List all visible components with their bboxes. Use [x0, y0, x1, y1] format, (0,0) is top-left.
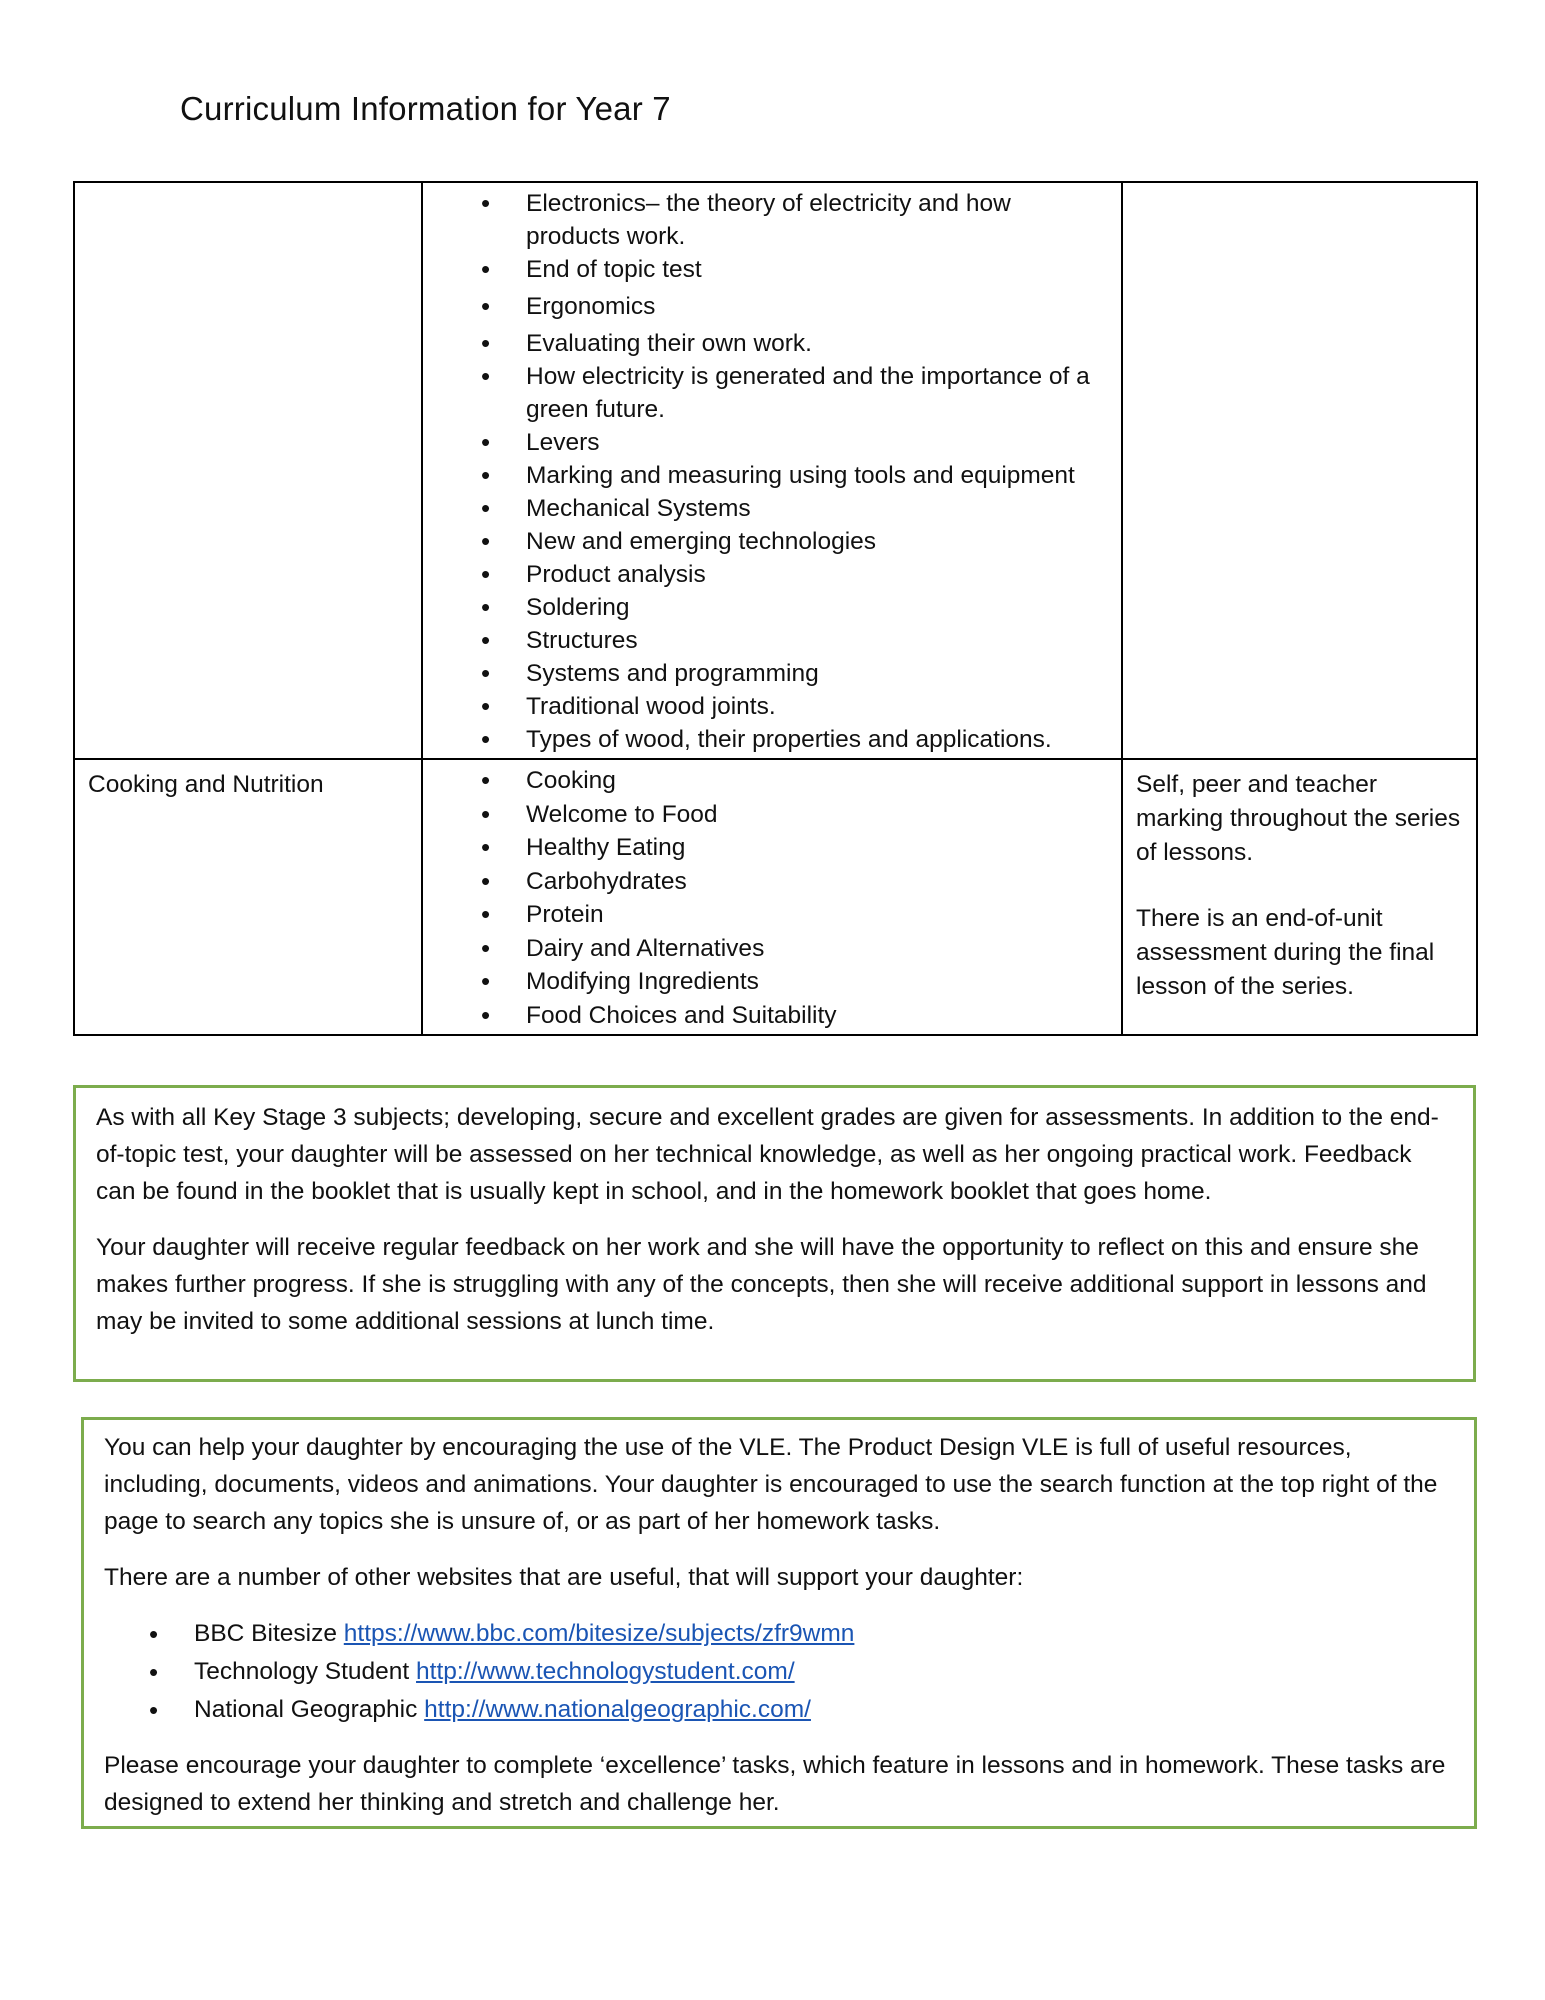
list-item: • Food Choices and Suitability: [423, 999, 1101, 1033]
list-item: • Carbohydrates: [423, 865, 1101, 899]
website-name: Technology Student: [194, 1658, 410, 1685]
list-item: • New and emerging technologies: [423, 525, 1101, 558]
list-item: • Levers: [423, 426, 1101, 459]
list-item: • Traditional wood joints.: [423, 690, 1101, 723]
topics-cell: [422, 759, 1122, 1035]
list-item: • Soldering: [423, 591, 1101, 624]
list-item: • Types of wood, their properties and applications.: [423, 723, 1101, 756]
page-title: Curriculum Information for Year 7: [180, 90, 671, 127]
curriculum-table: [73, 181, 1478, 1036]
excellence-paragraph: Please encourage your daughter to complete ‘excellence’ tasks, which feature in lessons and in homework. These tasks are designed to extend her thinking and stretch and challenge her.: [104, 1752, 1446, 1816]
assessment-text: Self, peer and teacher marking throughout the series of lessons.: [1136, 771, 1461, 866]
bbc-bitesize-link[interactable]: https://www.bbc.com/bitesize/subjects/zfr9wmn: [343, 1620, 855, 1647]
list-item: • Dairy and Alternatives: [423, 932, 1101, 966]
subject-cell: [74, 182, 422, 759]
subject-label: Cooking and Nutrition: [88, 771, 324, 798]
vle-paragraph: You can help your daughter by encouraging the use of the VLE. The Product Design VLE is full of useful resources, including, documents, videos and animations. Your daughter is encouraged to use the search function at the top right of the page to search any topics she is unsure of, or as part of her homework tasks.: [104, 1434, 1438, 1535]
list-item: • Cooking: [423, 764, 1101, 798]
list-item: • Protein: [423, 898, 1101, 932]
assessment-cell: [1122, 759, 1477, 1035]
list-item: • Welcome to Food: [423, 798, 1101, 832]
assessment-info-box: [73, 1085, 1476, 1382]
list-item: • Systems and programming: [423, 657, 1101, 690]
list-item: • Modifying Ingredients: [423, 965, 1101, 999]
feedback-paragraph: Your daughter will receive regular feedback on her work and she will have the opportunity to reflect on this and ensure she makes further progress. If she is struggling with any of the concepts, then she will receive additional support in lessons and may be invited to some additional sessions at lunch time.: [96, 1234, 1427, 1335]
list-item: [104, 1615, 1456, 1653]
list-item: • Healthy Eating: [423, 831, 1101, 865]
list-item: [104, 1653, 1456, 1691]
assessment-text: There is an end-of-unit assessment during the final lesson of the series.: [1136, 905, 1435, 1000]
website-name: BBC Bitesize: [194, 1620, 337, 1647]
list-item: • Structures: [423, 624, 1101, 657]
table-row: [74, 759, 1477, 1035]
list-item: • Product analysis: [423, 558, 1101, 591]
assessment-paragraph: As with all Key Stage 3 subjects; developing, secure and excellent grades are given for assessments. In addition to the end-of-topic test, your daughter will be assessed on her technical knowledge, as well as her ongoing practical work. Feedback can be found in the booklet that is usually kept in school, and in the homework booklet that goes home.: [96, 1104, 1439, 1205]
subject-cell: [74, 759, 422, 1035]
technology-student-link[interactable]: http://www.technologystudent.com/: [416, 1658, 795, 1685]
list-item: • Ergonomics: [423, 290, 1101, 323]
list-item: • End of topic test: [423, 253, 1101, 286]
topic-list: [423, 760, 1121, 1034]
national-geographic-link[interactable]: http://www.nationalgeographic.com/: [424, 1696, 811, 1723]
topics-cell: [422, 182, 1122, 759]
assessment-cell: [1122, 182, 1477, 759]
list-item: • How electricity is generated and the importance of a green future.: [423, 360, 1101, 426]
list-item: [104, 1691, 1456, 1729]
website-list: [104, 1615, 1456, 1729]
website-name: National Geographic: [194, 1696, 418, 1723]
table-row: [74, 182, 1477, 759]
topic-list: [423, 183, 1121, 758]
list-item: • Electronics– the theory of electricity and how products work.: [423, 187, 1101, 253]
list-item: • Evaluating their own work.: [423, 327, 1101, 360]
list-item: • Mechanical Systems: [423, 492, 1101, 525]
help-info-box: [81, 1417, 1477, 1829]
list-item: • Marking and measuring using tools and equipment: [423, 459, 1101, 492]
websites-intro: There are a number of other websites that are useful, that will support your daughter:: [104, 1564, 1024, 1591]
